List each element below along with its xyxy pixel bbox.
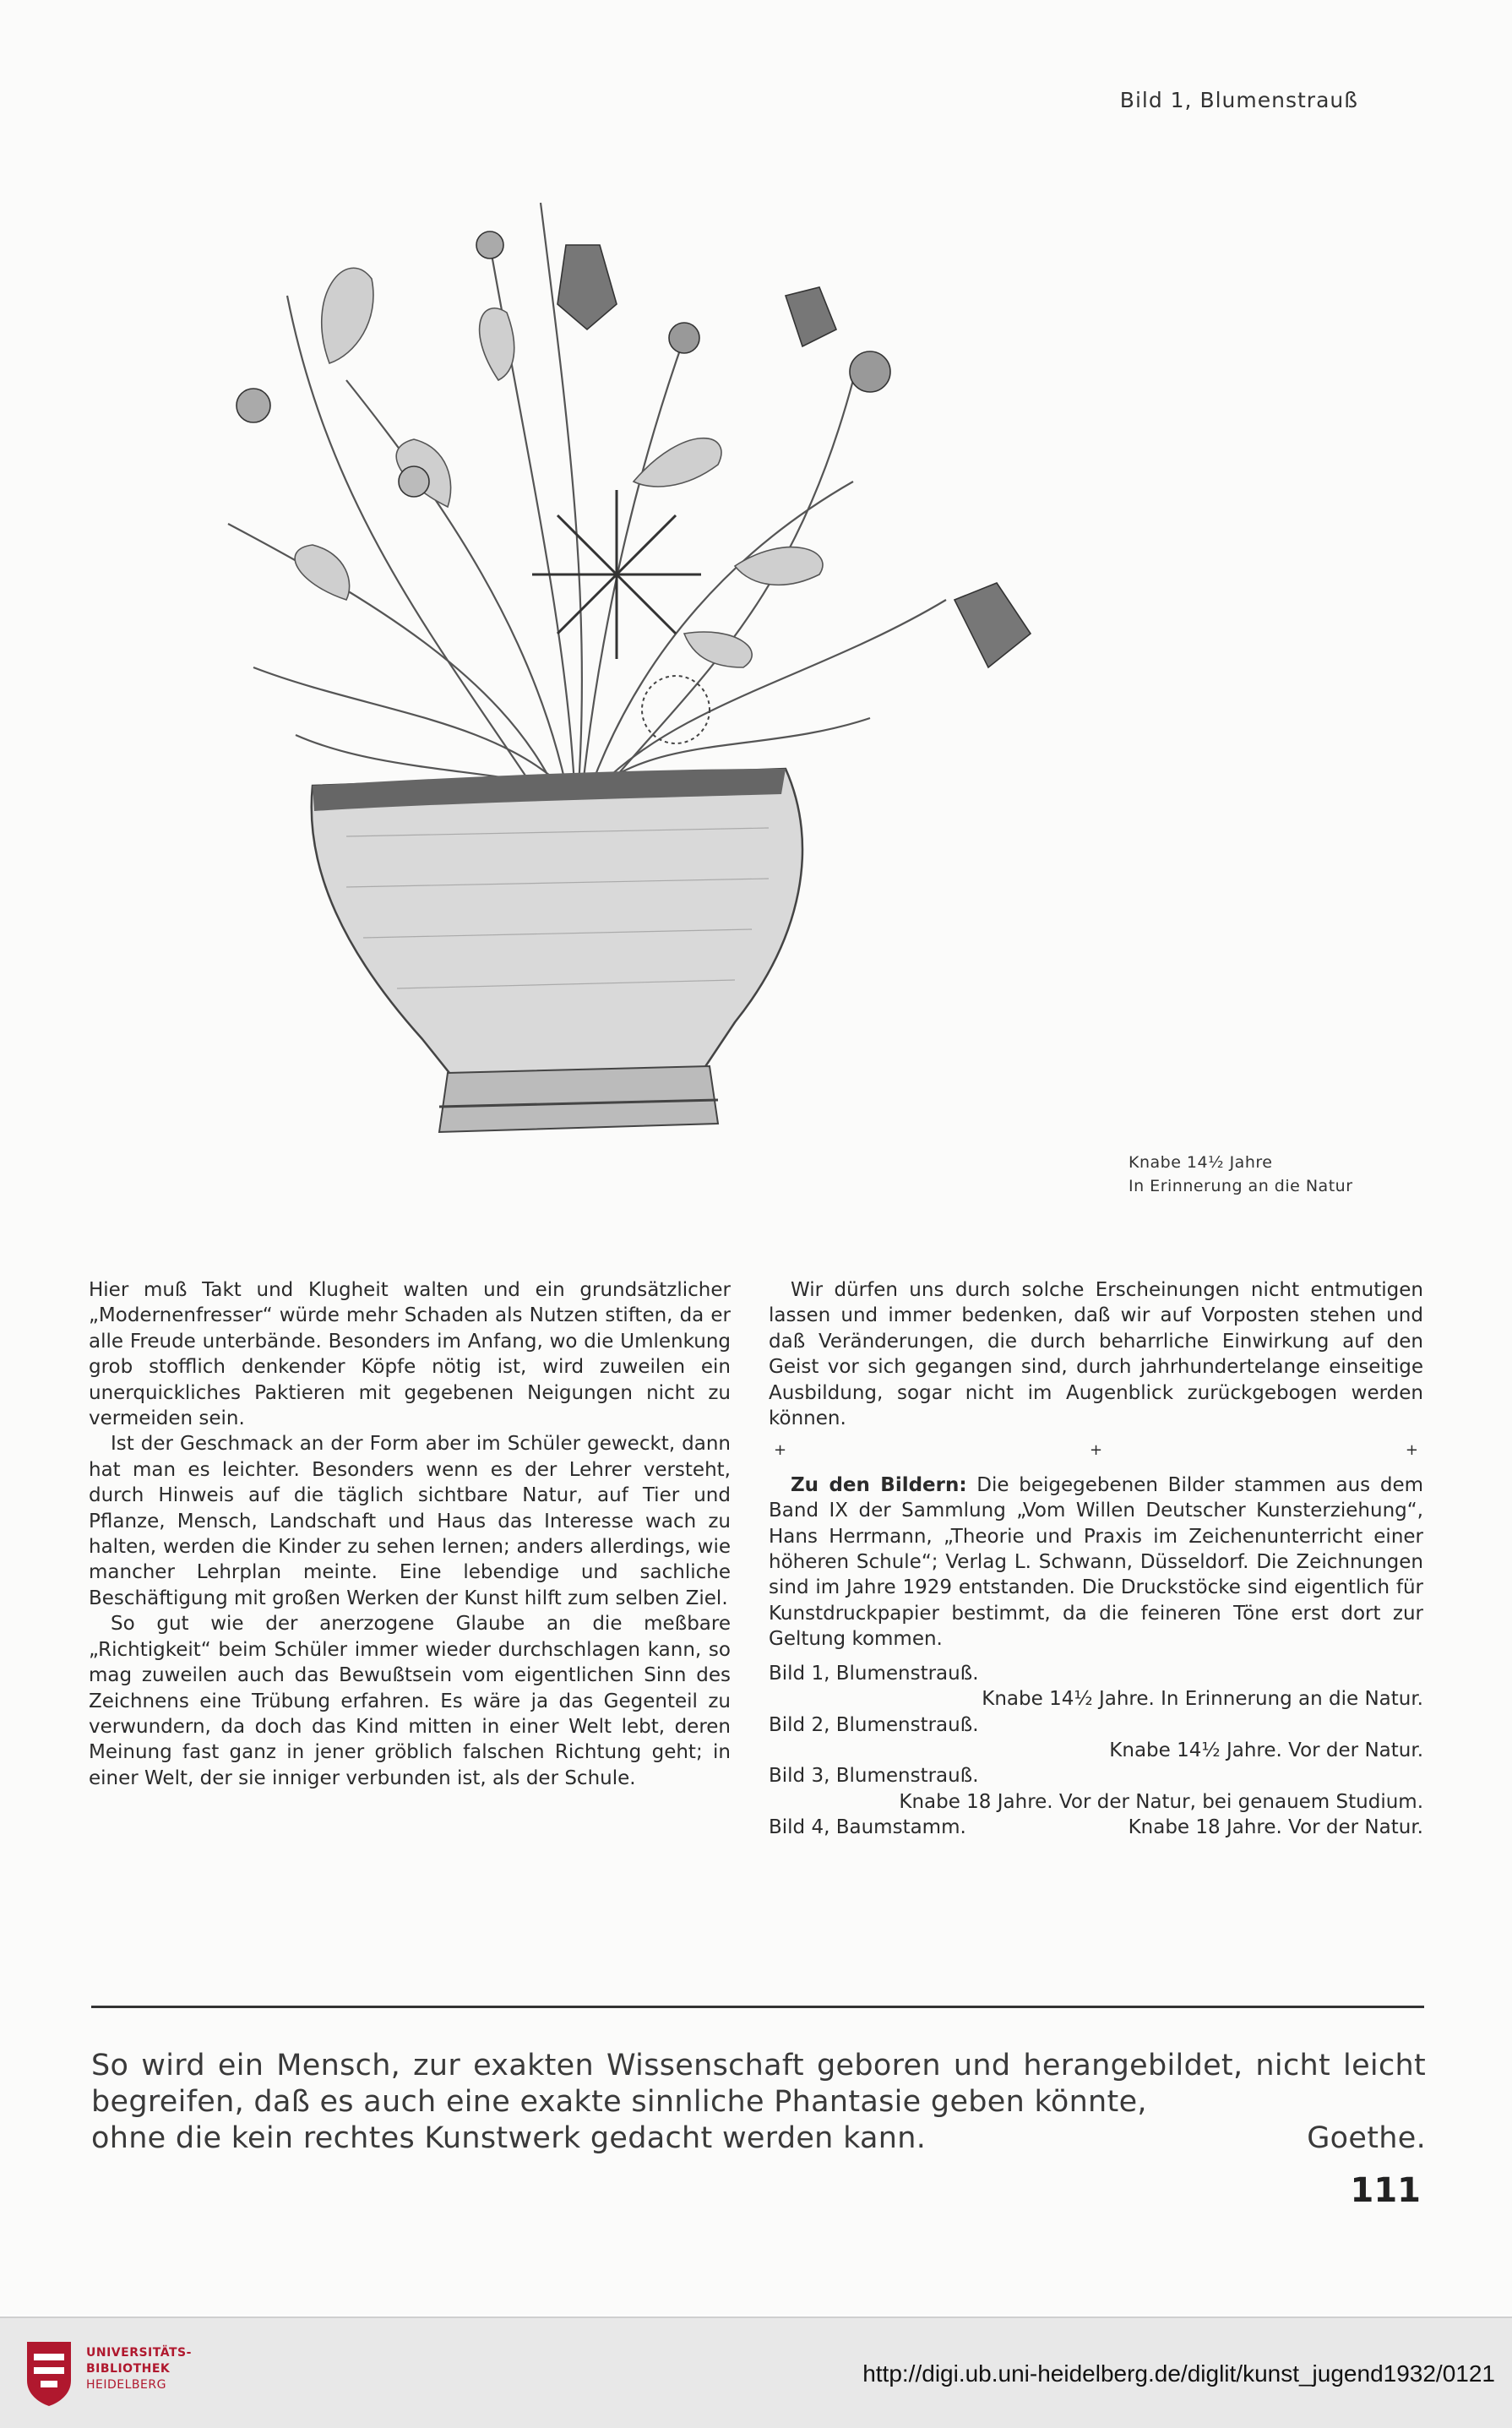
divider-mark: + <box>1405 1441 1418 1460</box>
list-item-detail: Knabe 14½ Jahre. Vor der Natur. <box>1109 1739 1423 1761</box>
section-divider <box>769 1431 1423 1472</box>
left-column <box>89 1277 731 1791</box>
divider-mark: + <box>1089 1441 1103 1460</box>
library-name-line: HEIDELBERG <box>86 2378 166 2392</box>
horizontal-rule <box>91 2006 1424 2008</box>
right-column <box>769 1277 1423 1841</box>
list-item-detail: Knabe 18 Jahre. Vor der Natur. <box>1128 1816 1423 1839</box>
figure-title: Bild 1, Blumenstrauß <box>1119 88 1358 112</box>
library-name <box>86 2345 192 2393</box>
list-item: Bild 1, Blumenstrauß. <box>769 1662 979 1685</box>
quote-text-end: ohne die kein rechtes Kunstwerk gedacht werden kann. <box>91 2121 927 2155</box>
paragraph: Hier muß Takt und Klugheit walten und ein grundsätzlicher „Modernenfresser“ würde mehr Schaden als Nutzen stiften, da er alle Freude unterbände. Besonders im Anfang, wo die Umlenkung grob stofflich denkender Köpfe nötig ist, wird zuweilen ein unerquickliches Paktieren mit gegebenen Neigungen nicht zu vermeiden sein. <box>89 1279 731 1430</box>
section-text: Die beigegebenen Bilder stammen aus dem Band IX der Sammlung „Vom Willen Deutscher Kunsterziehung“, Hans Herrmann, „Theorie und Praxis im Zeichenunterricht einer höheren Schule“; Verlag L. Schwann, Düsseldorf. Die Zeichnungen sind im Jahre 1929 entstanden. Die Druckstöcke sind eigentlich für Kunstdruckpapier bestimmt, da die feineren Töne erst dort zur Geltung kommen. <box>769 1473 1423 1651</box>
section-heading: Zu den Bildern: <box>791 1473 967 1496</box>
paragraph: Ist der Geschmack an der Form aber im Schüler geweckt, dann hat man es leichter. Besonders wenn es der Lehrer versteht, durch Hinweis auf die täglich sichtbare Natur, auf Tier und Pflanze, Mensch, Landschaft und Haus das Interesse wach zu halten, werden die Kinder zu sehen lernen; anders allerdings, wie mancher Lehrplan meinte. Eine lebendige und sachliche Beschäftigung mit großen Werken der Kunst hilft zum selben Ziel. <box>89 1433 731 1609</box>
flower-bouquet-drawing <box>93 127 1056 1157</box>
source-url-link[interactable]: http://digi.ub.uni-heidelberg.de/diglit/kunst_jugend1932/0121 <box>862 2360 1495 2387</box>
figure-caption <box>1129 1151 1353 1198</box>
list-item-label: Bild 4, Baumstamm. <box>769 1816 966 1839</box>
list-item <box>769 1815 1423 1840</box>
list-item: Bild 3, Blumenstrauß. <box>769 1765 979 1788</box>
divider-mark: + <box>774 1441 787 1460</box>
list-item-detail: Knabe 18 Jahre. Vor der Natur, bei genauem Studium. <box>899 1790 1423 1813</box>
paragraph: Wir dürfen uns durch solche Erscheinungen nicht entmutigen lassen und immer bedenken, daß wir auf Vorposten stehen und daß Veränderungen, die durch beharrliche Einwirkung auf den Geist vor sich gegangen sind, durch jahrhundertelange einseitige Ausbildung, sogar nicht im Augenblick zurückgebogen werden können. <box>769 1279 1423 1430</box>
quote-text: So wird ein Mensch, zur exakten Wissenschaft geboren und herangebildet, nicht leicht begreifen, daß es auch eine exakte sinnliche Phantasie geben könnte, <box>91 2049 1426 2119</box>
paragraph: So gut wie der anerzogene Glaube an die meßbare „Richtigkeit“ beim Schüler immer wieder durchschlagen kann, so mag zuweilen auch das Bewußtsein vom eigentlichen Sinn des Zeichnens eine Trübung erfahren. Es wäre ja das Gegenteil zu verwundern, da doch das Kind mitten in einer Welt lebt, deren Meinung fast ganz in jener gröblich falschen Richtung geht; in einer Welt, der sie inniger verbunden ist, als der Schule. <box>89 1613 731 1789</box>
quote-last-line <box>91 2120 1426 2157</box>
digitization-footer <box>0 2316 1512 2428</box>
goethe-quote <box>91 2048 1426 2157</box>
list-item: Bild 2, Blumenstrauß. <box>769 1713 979 1736</box>
quote-author: Goethe. <box>1307 2121 1426 2155</box>
page-number: 111 <box>1350 2171 1421 2210</box>
library-name-line: BIBLIOTHEK <box>86 2362 171 2376</box>
library-name-line: UNIVERSITÄTS- <box>86 2346 192 2360</box>
paragraph <box>769 1473 1423 1652</box>
caption-line: Knabe 14½ Jahre <box>1129 1153 1273 1172</box>
caption-line: In Erinnerung an die Natur <box>1129 1177 1353 1195</box>
university-library-logo-icon <box>24 2338 74 2408</box>
figure-list <box>769 1661 1423 1841</box>
list-item-detail: Knabe 14½ Jahre. In Erinnerung an die Natur. <box>982 1688 1423 1711</box>
